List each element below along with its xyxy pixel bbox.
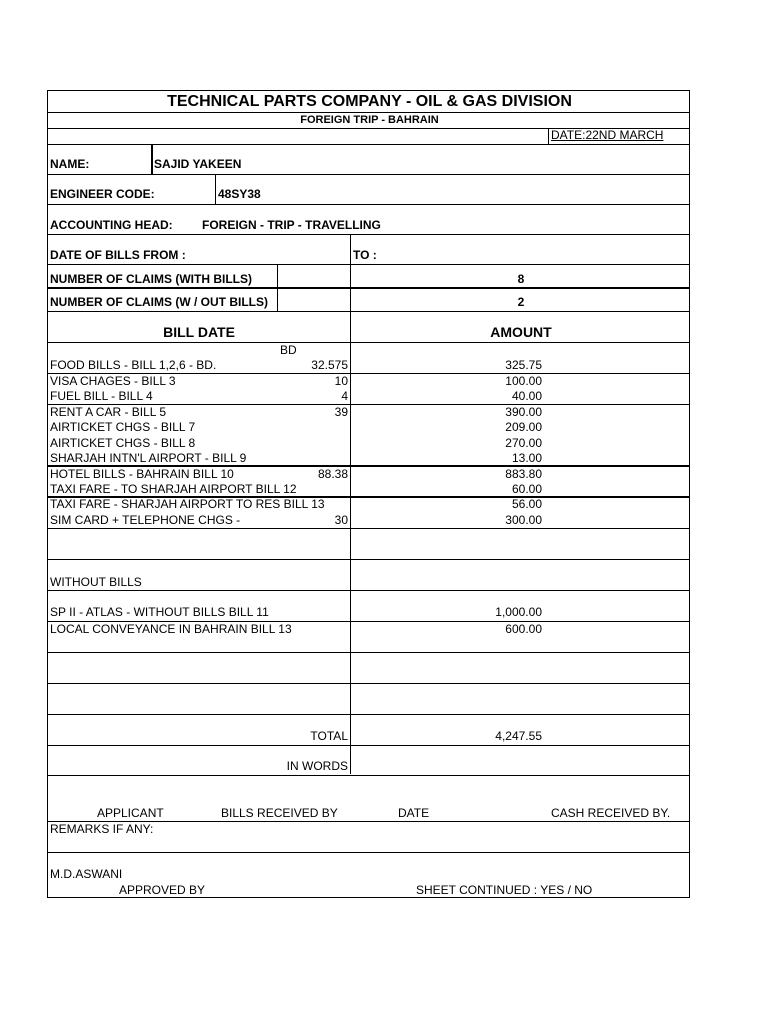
rule xyxy=(350,264,351,774)
bill-row-bd: 30 xyxy=(334,513,348,527)
expense-claim-sheet xyxy=(47,90,690,898)
bill-date-header: BILL DATE xyxy=(163,324,235,340)
bill-row-bd: 88.38 xyxy=(317,467,348,481)
cash-received-by-label: CASH RECEIVED BY. xyxy=(551,806,671,820)
bill-row-amount: 883.80 xyxy=(505,467,542,481)
rule xyxy=(48,683,689,684)
claims-without-bills-label: NUMBER OF CLAIMS (W / OUT BILLS) xyxy=(50,295,268,309)
bill-row-amount: 40.00 xyxy=(511,389,542,403)
without-bill-row-amount: 600.00 xyxy=(505,622,542,636)
bill-row-bd: 10 xyxy=(334,374,348,388)
rule xyxy=(48,144,689,145)
bill-row-amount: 270.00 xyxy=(505,436,542,450)
bill-row-amount: 390.00 xyxy=(505,405,542,419)
accounting-head-value: FOREIGN - TRIP - TRAVELLING xyxy=(202,218,381,232)
rule xyxy=(48,714,689,715)
rule xyxy=(48,234,689,235)
rule xyxy=(48,528,689,529)
without-bill-row-desc: LOCAL CONVEYANCE IN BAHRAIN BILL 13 xyxy=(50,622,292,636)
total-value: 4,247.55 xyxy=(495,729,542,743)
bill-row-desc: FOOD BILLS - BILL 1,2,6 - BD. xyxy=(50,358,217,372)
rule xyxy=(548,128,549,144)
engineer-code-label: ENGINEER CODE: xyxy=(50,187,155,201)
bill-row-desc: AIRTICKET CHGS - BILL 8 xyxy=(50,436,196,450)
bill-row-amount: 60.00 xyxy=(511,482,542,496)
company-title: TECHNICAL PARTS COMPANY - OIL & GAS DIVISION xyxy=(167,93,572,110)
remarks-label: REMARKS IF ANY: xyxy=(50,822,154,836)
approved-by-label: APPROVED BY xyxy=(119,883,206,897)
without-bill-row-desc: SP II - ATLAS - WITHOUT BILLS BILL 11 xyxy=(50,605,269,619)
claims-with-bills-label: NUMBER OF CLAIMS (WITH BILLS) xyxy=(50,272,252,286)
bill-row-desc: SHARJAH INTN'L AIRPORT - BILL 9 xyxy=(50,451,247,465)
bills-received-by-label: BILLS RECEIVED BY xyxy=(221,806,338,820)
rule xyxy=(151,144,153,174)
rule xyxy=(277,264,278,311)
bill-row-amount: 56.00 xyxy=(511,497,542,511)
bill-row-bd: 4 xyxy=(341,389,348,403)
bills-to-label: TO : xyxy=(353,248,377,262)
rule xyxy=(48,204,689,205)
without-bills-label: WITHOUT BILLS xyxy=(50,575,142,589)
rule xyxy=(48,559,689,560)
rule xyxy=(48,652,689,653)
sheet-continued-label: SHEET CONTINUED : YES / NO xyxy=(416,883,593,897)
bill-row-desc: RENT A CAR - BILL 5 xyxy=(50,405,167,419)
rule xyxy=(48,174,689,175)
bill-row-amount: 100.00 xyxy=(505,374,542,388)
rule xyxy=(350,234,351,264)
bill-row-desc: TAXI FARE - SHARJAH AIRPORT TO RES BILL 13 xyxy=(50,497,325,511)
bill-row-amount: 300.00 xyxy=(505,513,542,527)
rule xyxy=(48,852,689,853)
bill-row-bd: 32.575 xyxy=(311,358,348,372)
bill-row-bd: 39 xyxy=(334,405,348,419)
bill-row-amount: 209.00 xyxy=(505,420,542,434)
rule xyxy=(48,775,689,776)
rule xyxy=(48,590,689,591)
accounting-head-label: ACCOUNTING HEAD: xyxy=(50,218,173,232)
rule xyxy=(48,342,689,343)
currency-label: BD xyxy=(280,343,297,357)
date-label: DATE xyxy=(398,806,430,820)
bill-row-desc: HOTEL BILLS - BAHRAIN BILL 10 xyxy=(50,467,234,481)
trip-subtitle: FOREIGN TRIP - BAHRAIN xyxy=(300,114,439,126)
approver-name: M.D.ASWANI xyxy=(50,867,123,881)
rule xyxy=(48,311,689,312)
engineer-code-value: 48SY38 xyxy=(218,187,261,201)
bill-row-desc: AIRTICKET CHGS - BILL 7 xyxy=(50,420,196,434)
rule xyxy=(48,745,689,746)
bills-from-label: DATE OF BILLS FROM : xyxy=(50,248,186,262)
claims-with-bills-value: 8 xyxy=(517,272,525,286)
bill-row-amount: 13.00 xyxy=(511,451,542,465)
name-value: SAJID YAKEEN xyxy=(154,157,242,171)
bill-row-desc: SIM CARD + TELEPHONE CHGS - xyxy=(50,513,241,527)
sheet-date: DATE:22ND MARCH xyxy=(551,128,664,142)
rule xyxy=(48,287,689,289)
bill-row-amount: 325.75 xyxy=(505,358,542,372)
without-bill-row-amount: 1,000.00 xyxy=(495,605,542,619)
total-label: TOTAL xyxy=(310,729,348,743)
bill-row-desc: VISA CHAGES - BILL 3 xyxy=(50,374,176,388)
claims-without-bills-value: 2 xyxy=(517,295,525,309)
bill-row-desc: TAXI FARE - TO SHARJAH AIRPORT BILL 12 xyxy=(50,482,297,496)
rule xyxy=(48,264,689,265)
in-words-label: IN WORDS xyxy=(286,759,348,773)
rule xyxy=(215,174,216,204)
amount-header: AMOUNT xyxy=(490,324,552,340)
bill-row-desc: FUEL BILL - BILL 4 xyxy=(50,389,153,403)
name-label: NAME: xyxy=(50,157,90,171)
applicant-label: APPLICANT xyxy=(97,806,164,820)
